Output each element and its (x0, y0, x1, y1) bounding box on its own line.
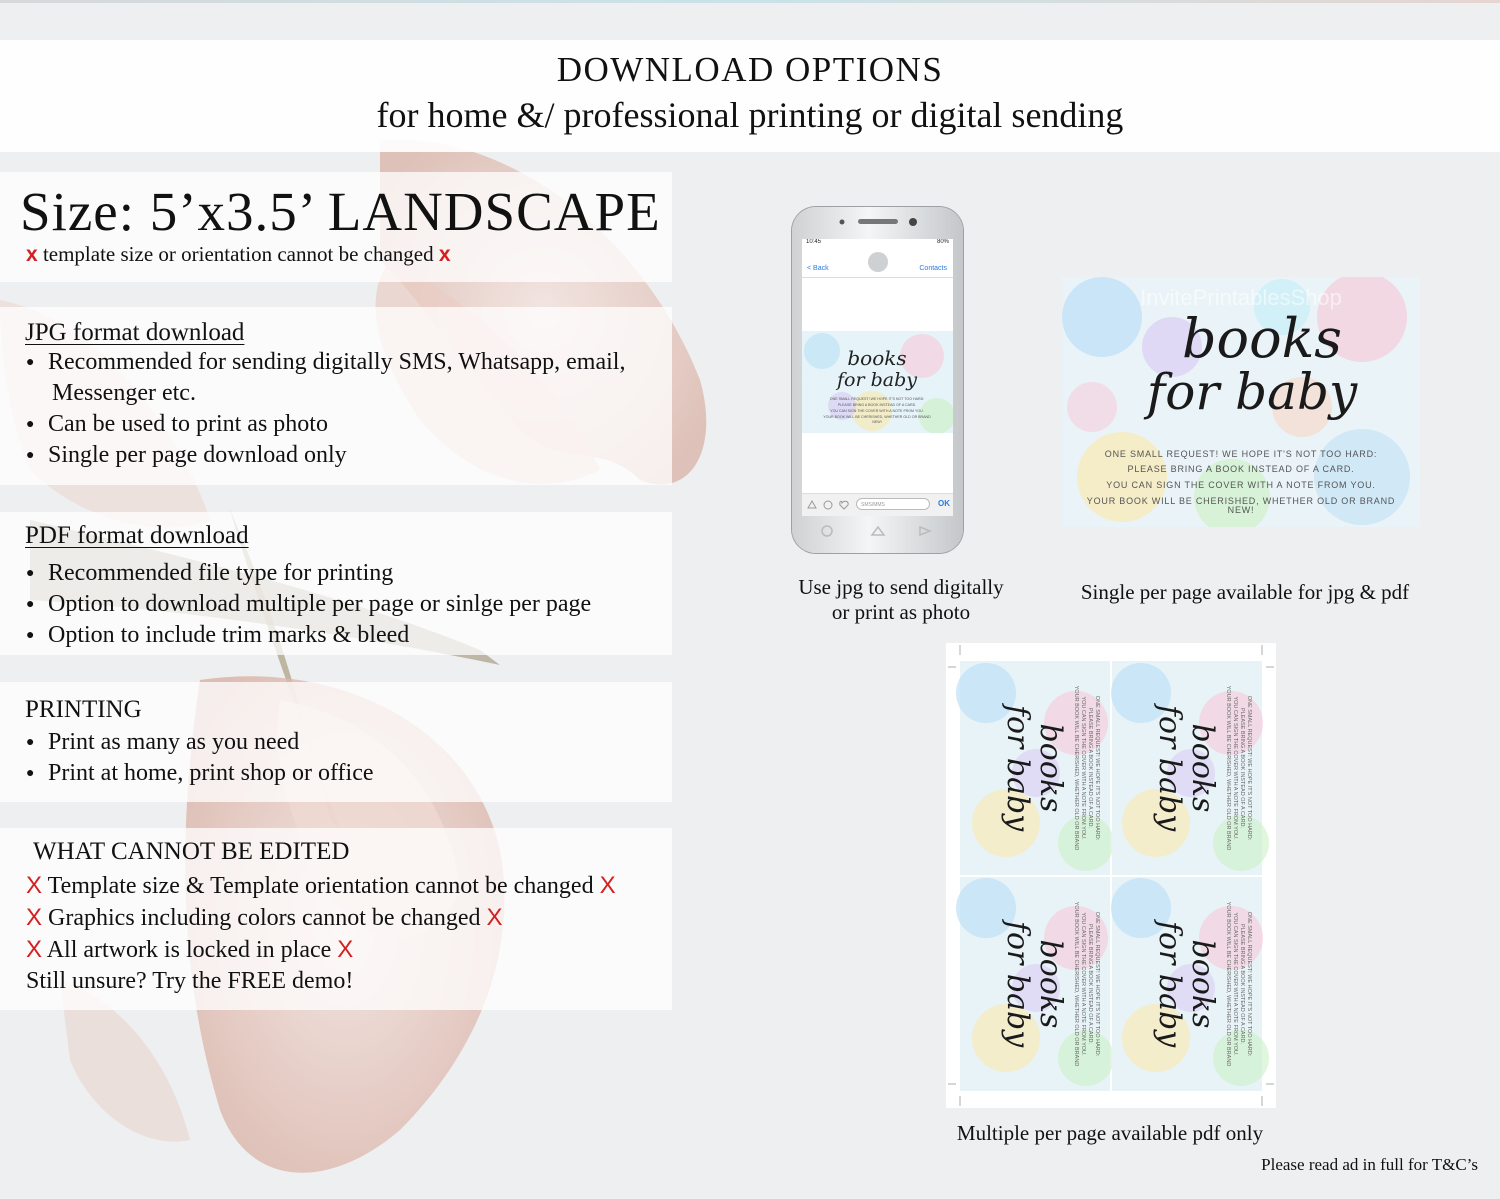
status-bar (802, 239, 953, 249)
mini-card-line: PLEASE BRING A BOOK INSTEAD OF A CARD. (837, 403, 917, 407)
multi-card-line: YOU CAN SIGN THE COVER WITH A NOTE FROM YOU. (1232, 912, 1238, 1056)
x-mark-icon: X (26, 904, 43, 931)
mini-card-line: NEW! (872, 420, 882, 424)
card-line: ONE SMALL REQUEST! WE HOPE IT'S NOT TOO HARD: (1104, 449, 1378, 459)
size-note (26, 242, 451, 267)
contacts-link[interactable]: Contacts (919, 265, 947, 272)
bullet-icon: ● (26, 355, 35, 370)
demo-note: Still unsure? Try the FREE demo! (26, 968, 354, 994)
multi-card-line: YOU CAN SIGN THE COVER WITH A NOTE FROM YOU. (1232, 696, 1238, 840)
phone-caption: Use jpg to send digitally or print as photo (798, 575, 1004, 624)
phone-bottom-bezel (802, 519, 953, 545)
send-button[interactable]: OK (938, 499, 950, 508)
list-item: ● Recommended file type for printing (26, 558, 591, 589)
multi-card-script-2: for baby (1152, 920, 1187, 1048)
card-line: PLEASE BRING A BOOK INSTEAD OF A CARD. (1127, 464, 1355, 474)
pdf-panel (0, 512, 672, 655)
multi-card-script-1: books (1033, 723, 1068, 813)
jpg-panel (0, 307, 672, 485)
multi-card-line: PLEASE BRING A BOOK INSTEAD OF A CARD. (1239, 923, 1245, 1045)
list-item: ● Can be used to print as photo (26, 409, 625, 440)
bullet-icon: ● (26, 417, 35, 432)
multi-page-sheet (946, 643, 1276, 1108)
pdf-title: PDF format download (25, 522, 249, 549)
bullet-icon: ● (26, 597, 35, 612)
phone-top-bezel (792, 207, 963, 239)
list-item: ● Print at home, print shop or office (26, 758, 374, 789)
page-title: DOWNLOAD OPTIONS (556, 50, 944, 89)
multi-card-line: PLEASE BRING A BOOK INSTEAD OF A CARD. (1087, 707, 1093, 829)
multi-card-line: YOUR BOOK WILL BE CHERISHED, WHETHER OLD OR BRAND (1225, 901, 1231, 1067)
list-item: ● Print as many as you need (26, 727, 374, 758)
multi-card-script-2: for baby (1000, 920, 1035, 1048)
multi-card-script-1: books (1185, 723, 1220, 813)
message-input-bar (802, 493, 953, 516)
phone-screen (802, 239, 953, 516)
list-item: Messenger etc. (52, 380, 196, 406)
list-item: X Graphics including colors cannot be changed X (26, 904, 503, 931)
multi-card-script-1: books (1185, 939, 1220, 1029)
x-mark-icon: X (486, 904, 503, 931)
single-caption: Single per page available for jpg & pdf (1080, 580, 1410, 604)
mini-card-line: YOUR BOOK WILL BE CHERISHED, WHETHER OLD OR BRAND (823, 415, 931, 419)
phone-mockup (792, 207, 963, 553)
multi-card-script-1: books (1033, 939, 1068, 1029)
multi-card-line: ONE SMALL REQUEST! WE HOPE IT'S NOT TOO HARD: (1094, 911, 1100, 1057)
cannot-edit-panel (0, 828, 672, 1010)
multi-card-line: ONE SMALL REQUEST! WE HOPE IT'S NOT TOO HARD: (1094, 695, 1100, 841)
bullet-icon: ● (26, 448, 35, 463)
list-item: ● Option to include trim marks & bleed (26, 620, 591, 651)
header-banner (0, 40, 1500, 152)
bullet-icon: ● (26, 628, 35, 643)
single-invitation-card (1062, 277, 1420, 527)
card-line: YOUR BOOK WILL BE CHERISHED, WHETHER OLD OR BRAND (1086, 496, 1396, 506)
card-line: NEW! (1227, 505, 1255, 515)
x-mark-icon: X (599, 872, 616, 899)
jpg-title: JPG format download (25, 319, 245, 346)
multi-card-line: YOUR BOOK WILL BE CHERISHED, WHETHER OLD OR BRAND (1073, 685, 1079, 851)
mini-card-line: ONE SMALL REQUEST! WE HOPE IT'S NOT TOO HARD: (829, 397, 925, 401)
size-note-text: template size or orientation cannot be changed (42, 242, 434, 266)
message-toolbar-icons (806, 499, 854, 511)
x-mark-icon: x (438, 243, 451, 266)
list-item: X All artwork is locked in place X (26, 936, 354, 963)
page-subtitle: for home &/ professional printing or digital sending (376, 95, 1124, 135)
printing-title: PRINTING (25, 696, 142, 723)
card-script-2: for baby (1146, 363, 1358, 421)
multiple-caption: Multiple per page available pdf only (956, 1121, 1264, 1145)
mini-card-script-2: for baby (837, 369, 917, 391)
size-panel (0, 172, 672, 282)
list-item: ● Recommended for sending digitally SMS, Whatsapp, email, (26, 347, 625, 378)
printing-panel (0, 682, 672, 802)
status-battery: 80% (936, 239, 949, 245)
top-color-strip (0, 0, 1500, 3)
back-button[interactable]: < Back (807, 265, 829, 272)
multi-card-sheet-graphic (946, 643, 1276, 1108)
x-mark-icon: x (26, 243, 38, 266)
list-item: X Template size & Template orientation cannot be changed X (26, 872, 616, 899)
multi-card-script-2: for baby (1152, 704, 1187, 832)
x-mark-icon: X (26, 936, 43, 963)
mini-card-script-1: books (847, 346, 907, 370)
multi-card-line: ONE SMALL REQUEST! WE HOPE IT'S NOT TOO HARD: (1246, 911, 1252, 1057)
avatar (868, 252, 888, 272)
status-time: 10:45 (806, 239, 822, 245)
multi-card-line: YOU CAN SIGN THE COVER WITH A NOTE FROM YOU. (1080, 696, 1086, 840)
multi-card-line: YOUR BOOK WILL BE CHERISHED, WHETHER OLD OR BRAND (1073, 901, 1079, 1067)
cannot-edit-title: WHAT CANNOT BE EDITED (33, 838, 350, 865)
mini-invitation-card (802, 331, 953, 433)
printing-list (26, 727, 374, 789)
list-item: ● Option to download multiple per page or sinlge per page (26, 589, 591, 620)
multi-card-line: PLEASE BRING A BOOK INSTEAD OF A CARD. (1087, 923, 1093, 1045)
terms-footnote: Please read ad in full for T&C’s (1261, 1155, 1478, 1174)
list-item: ● Single per page download only (26, 440, 625, 471)
jpg-list (26, 347, 625, 471)
size-title: Size: 5’x3.5’ LANDSCAPE (20, 181, 661, 242)
message-input[interactable]: SMS/MMS (856, 498, 930, 510)
multi-card-line: YOU CAN SIGN THE COVER WITH A NOTE FROM YOU. (1080, 912, 1086, 1056)
multi-card-line: ONE SMALL REQUEST! WE HOPE IT'S NOT TOO HARD: (1246, 695, 1252, 841)
multi-card-line: PLEASE BRING A BOOK INSTEAD OF A CARD. (1239, 707, 1245, 829)
bullet-icon: ● (26, 566, 35, 581)
bullet-icon: ● (26, 766, 35, 781)
multi-card-line: YOUR BOOK WILL BE CHERISHED, WHETHER OLD OR BRAND (1225, 685, 1231, 851)
bullet-icon: ● (26, 735, 35, 750)
x-mark-icon: X (26, 872, 43, 899)
x-mark-icon: X (337, 936, 354, 963)
message-nav-bar (802, 249, 953, 278)
cannot-edit-list (26, 870, 616, 997)
mini-card-line: YOU CAN SIGN THE COVER WITH A NOTE FROM YOU. (830, 409, 924, 413)
card-line: YOU CAN SIGN THE COVER WITH A NOTE FROM YOU. (1106, 480, 1376, 490)
watermark-text: InvitePrintablesShop (1140, 285, 1342, 310)
card-script-1: books (1181, 307, 1343, 370)
multi-card-script-2: for baby (1000, 704, 1035, 832)
pdf-list (26, 558, 591, 651)
